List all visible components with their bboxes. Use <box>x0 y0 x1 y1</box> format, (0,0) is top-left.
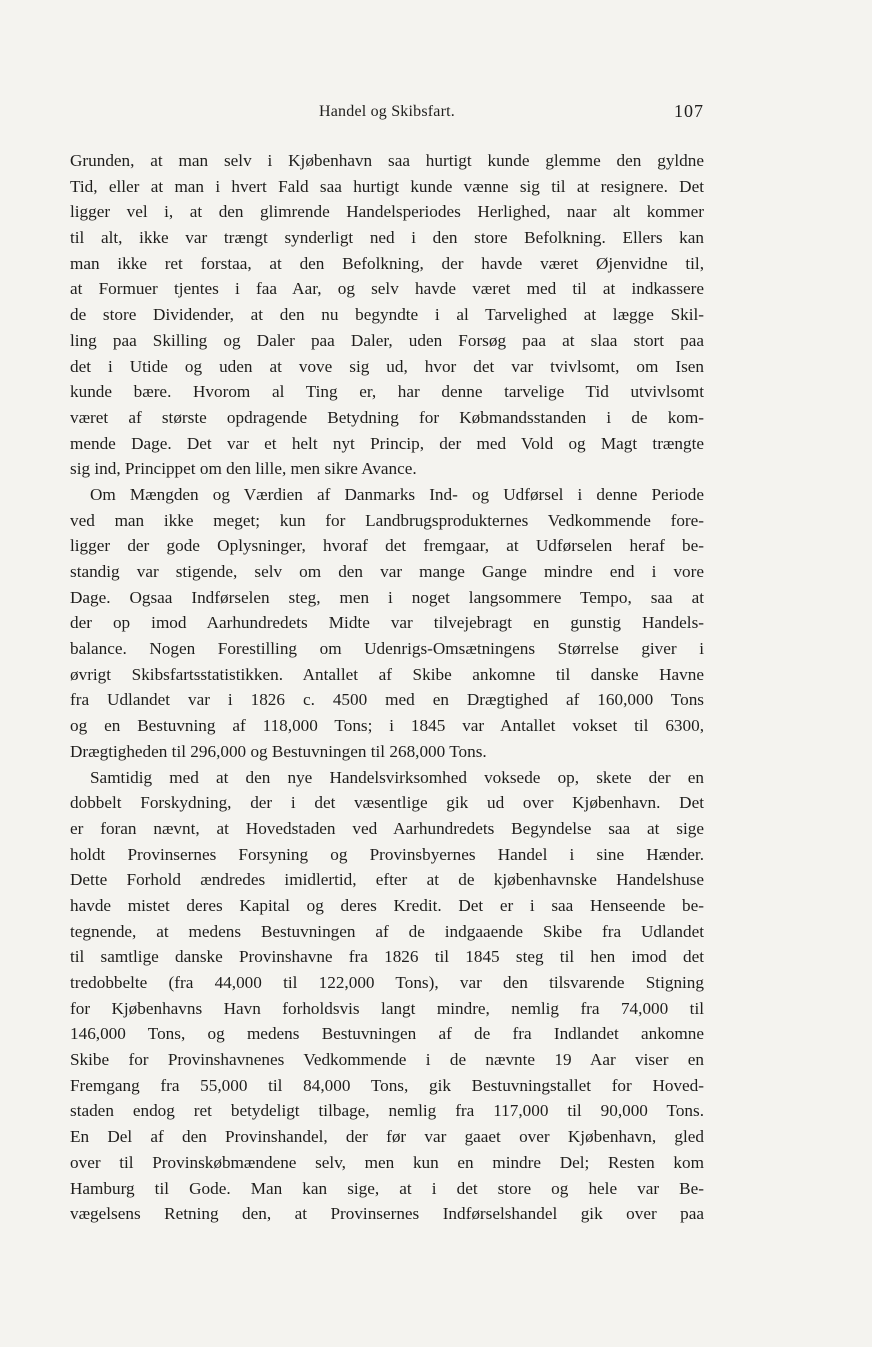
text-line: 146,000 Tons, og medens Bestuvningen af de fra Indlandet ankomne <box>70 1024 704 1044</box>
text-line: staden endog ret betydeligt tilbage, nemlig fra 117,000 til 90,000 Tons. <box>70 1101 704 1121</box>
text-line: standig var stigende, selv om den var mange Gange mindre end i vore <box>70 562 704 581</box>
running-head <box>70 103 704 129</box>
text-line: balance. Nogen Forestilling om Udenrigs-Omsætningens Størrelse giver i <box>70 639 704 659</box>
running-title: Handel og Skibsfart. <box>319 103 455 120</box>
text-line: der op imod Aarhundredets Midte var tilvejebragt en gunstig Handels- <box>70 613 704 633</box>
text-line: de store Dividender, at den nu begyndte i al Tarvelighed at lægge Skil- <box>70 305 704 325</box>
text-line: Hamburg til Gode. Man kan sige, at i det store og hele var Be- <box>70 1178 704 1198</box>
text-line: Om Mængden og Værdien af Danmarks Ind- og Udførsel i denne Periode <box>90 484 704 504</box>
text-line: dobbelt Forskydning, der i det væsentlige gik ud over Kjøbenhavn. Det <box>70 793 704 813</box>
text-line: ligger der gode Oplysninger, hvoraf det fremgaar, at Udførselen heraf be- <box>70 536 704 556</box>
text-line: kunde bære. Hvorom al Ting er, har denne tarvelige Tid utvivlsomt <box>70 382 704 402</box>
text-line: Skibe for Provinshavnenes Vedkommende i de nævnte 19 Aar viser en <box>70 1050 704 1070</box>
text-line: Tid, eller at man i hvert Fald saa hurtigt kunde vænne sig til at resignere. Det <box>70 176 704 196</box>
text-line: det i Utide og uden at vove sig ud, hvor det var tvivlsomt, om Isen <box>70 356 704 376</box>
text-line: Dage. Ogsaa Indførselen steg, men i noget langsommere Tempo, saa at <box>70 587 704 607</box>
text-line: at Formuer tjentes i faa Aar, og selv havde været med til at indkassere <box>70 279 704 299</box>
text-line: havde mistet deres Kapital og deres Kredit. Det er i saa Henseende be- <box>70 895 704 915</box>
text-line: til samtlige danske Provinshavne fra 1826 til 1845 steg til hen imod det <box>70 947 704 967</box>
text-line: ved man ikke meget; kun for Landbrugsprodukternes Vedkommende fore- <box>70 510 704 530</box>
text-line: tegnende, at medens Bestuvningen af de indgaaende Skibe fra Udlandet <box>70 921 704 941</box>
text-line: over til Provinskøbmændene selv, men kun en mindre Del; Resten kom <box>70 1152 704 1172</box>
text-line: for Kjøbenhavns Havn forholdsvis langt mindre, nemlig fra 74,000 til <box>70 998 704 1018</box>
text-line: været af største opdragende Betydning for Købmandsstanden i de kom- <box>70 407 704 427</box>
text-line: Dette Forhold ændredes imidlertid, efter at de kjøbenhavnske Handelshuse <box>70 870 704 890</box>
text-line: fra Udlandet var i 1826 c. 4500 med en Drægtighed af 160,000 Tons <box>70 690 704 710</box>
text-line: Samtidig med at den nye Handelsvirksomhed voksede op, skete der en <box>90 767 704 787</box>
text-line: øvrigt Skibsfartsstatistikken. Antallet af Skibe ankomne til danske Havne <box>70 664 704 684</box>
text-line: En Del af den Provinshandel, der før var gaaet over Kjøbenhavn, gled <box>70 1127 704 1147</box>
text-line: Drægtigheden til 296,000 og Bestuvningen til 268,000 Tons. <box>70 741 487 761</box>
paragraph <box>70 765 704 1227</box>
text-line: er foran nævnt, at Hovedstaden ved Aarhundredets Begyndelse saa at sige <box>70 818 704 838</box>
page-number: 107 <box>674 101 704 121</box>
text-line: Grunden, at man selv i Kjøbenhavn saa hurtigt kunde glemme den gyldne <box>70 151 704 170</box>
text-line: man ikke ret forstaa, at den Befolkning, der havde været Øjenvidne til, <box>70 253 704 273</box>
text-line: ling paa Skilling og Daler paa Daler, uden Forsøg paa at slaa stort paa <box>70 330 704 350</box>
text-line: Fremgang fra 55,000 til 84,000 Tons, gik Bestuvningstallet for Hoved- <box>70 1075 704 1095</box>
text-line: ligger vel i, at den glimrende Handelsperiodes Herlighed, naar alt kommer <box>70 202 704 222</box>
text-line: sig ind, Princippet om den lille, men sikre Avance. <box>70 459 417 479</box>
text-line: vægelsens Retning den, at Provinsernes Indførselshandel gik over paa <box>70 1204 704 1224</box>
paragraph <box>70 148 704 482</box>
text-line: holdt Provinsernes Forsyning og Provinsbyernes Handel i sine Hænder. <box>70 844 704 864</box>
text-line: til alt, ikke var trængt synderligt ned i den store Befolkning. Ellers kan <box>70 228 704 248</box>
text-line: mende Dage. Det var et helt nyt Princip, der med Vold og Magt trængte <box>70 433 704 453</box>
paragraph <box>70 482 704 765</box>
body-text <box>70 148 704 1227</box>
text-line: og en Bestuvning af 118,000 Tons; i 1845 var Antallet vokset til 6300, <box>70 716 704 736</box>
text-line: tredobbelte (fra 44,000 til 122,000 Tons), var den tilsvarende Stigning <box>70 973 704 992</box>
